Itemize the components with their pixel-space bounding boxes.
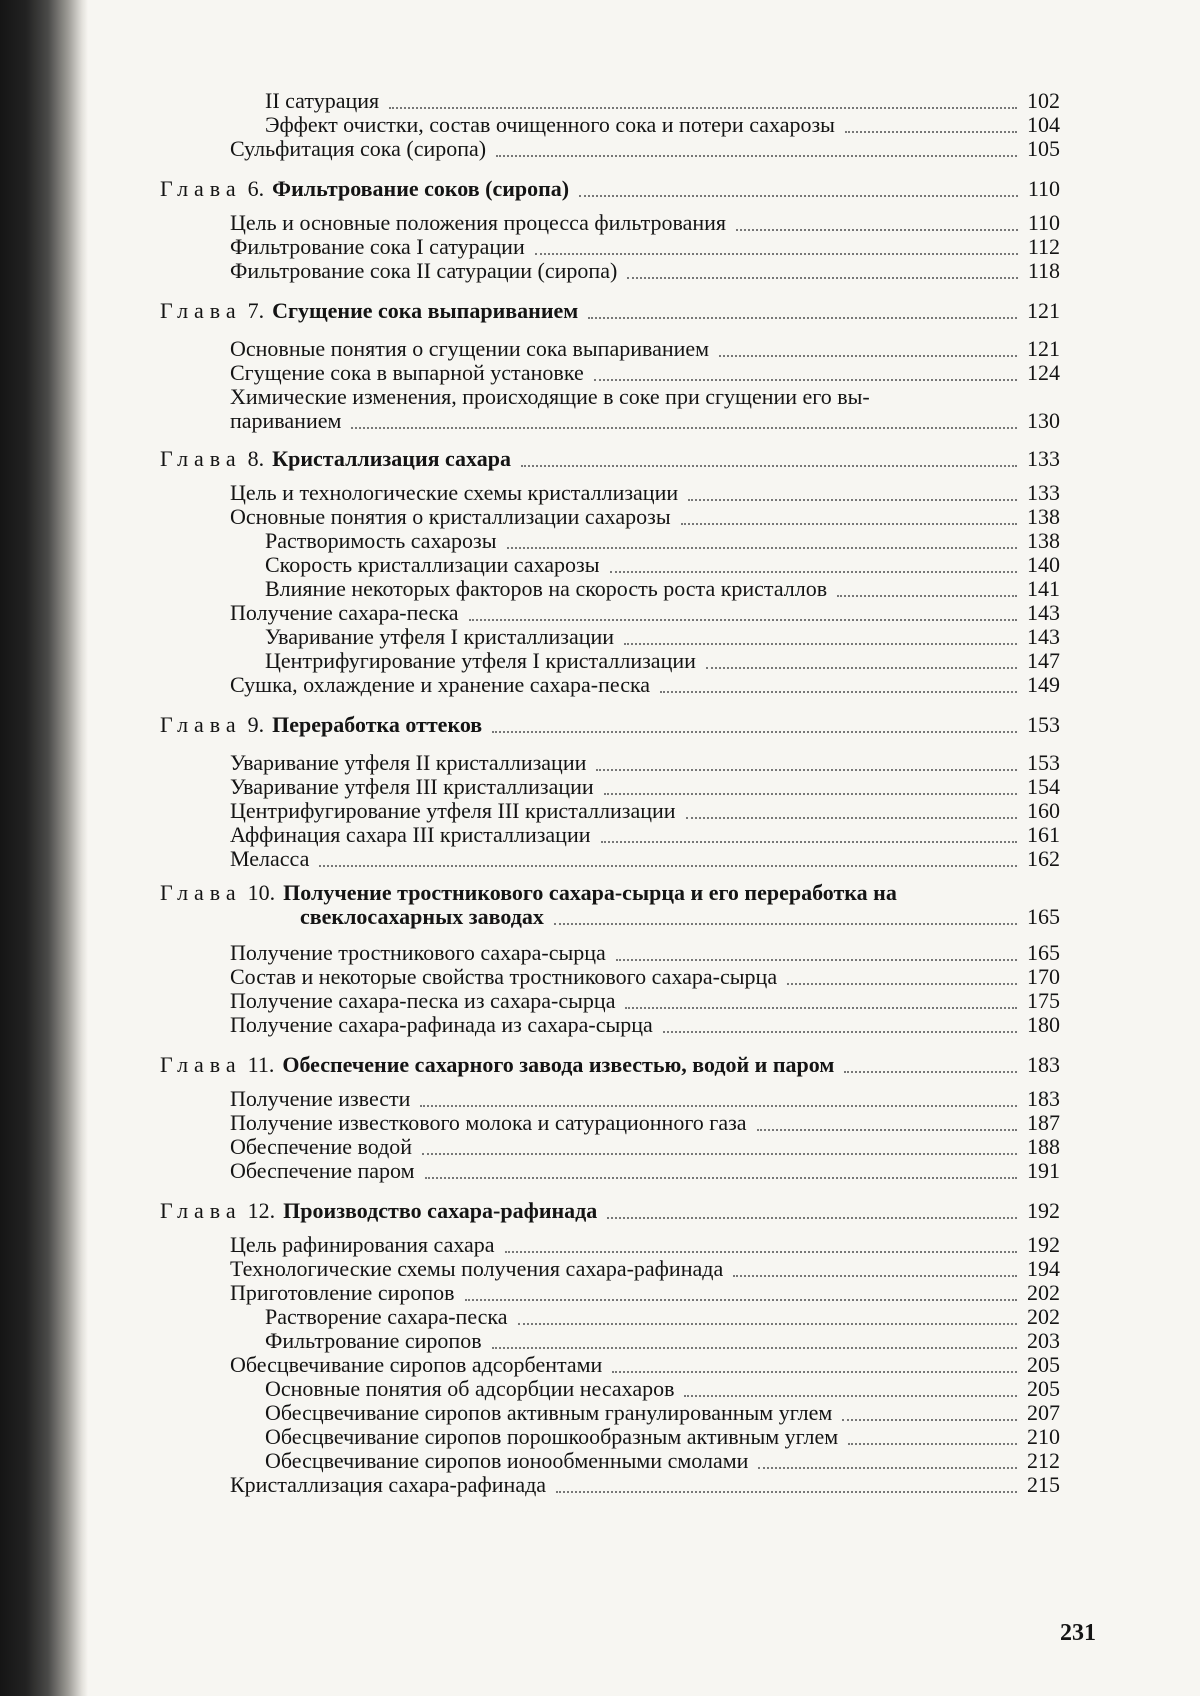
toc-section <box>230 1232 1060 1258</box>
toc-page-number: 138 <box>1027 528 1060 553</box>
toc-page-number: 205 <box>1027 1352 1060 1377</box>
leader-dots <box>757 1129 1017 1131</box>
toc-page-number: 104 <box>1027 112 1060 137</box>
toc-page-number: 194 <box>1027 1256 1060 1281</box>
toc-page-number: 180 <box>1027 1012 1060 1037</box>
toc-page-number: 141 <box>1027 576 1060 601</box>
leader-dots <box>469 619 1017 621</box>
toc-entry-text <box>160 1052 834 1077</box>
toc-page-number: 153 <box>1027 712 1060 737</box>
chapter-number: 8. <box>247 446 265 471</box>
toc-page-number: 143 <box>1027 624 1060 649</box>
toc-entry-text: Получение сахара-песка <box>230 600 459 625</box>
toc-page-number: 147 <box>1027 648 1060 673</box>
toc-entry-text: Получение сахара-рафинада из сахара-сырца <box>230 1012 653 1037</box>
toc-chapter <box>160 176 1060 202</box>
toc-page-number: 130 <box>1027 408 1060 433</box>
toc-page-number: 210 <box>1027 1424 1060 1449</box>
toc-chapter <box>160 446 1060 472</box>
toc-section <box>230 1158 1060 1184</box>
chapter-title: Переработка оттеков <box>272 712 483 737</box>
toc-section <box>265 1400 1060 1426</box>
toc-page-number: 133 <box>1027 480 1060 505</box>
toc-page-number: 192 <box>1027 1232 1060 1257</box>
toc-entry-text <box>160 176 569 201</box>
leader-dots <box>842 1419 1017 1421</box>
toc-section <box>230 504 1060 530</box>
leader-dots <box>736 229 1018 231</box>
toc-entry-text: Центрифугирование утфеля III кристаллизации <box>230 798 676 823</box>
toc-section <box>265 624 1060 650</box>
toc-entry-continuation <box>230 408 1060 434</box>
chapter-label: Глава <box>160 880 242 905</box>
toc-entry-text: Приготовление сиропов <box>230 1280 455 1305</box>
leader-dots <box>507 547 1017 549</box>
toc-page-number: 187 <box>1027 1110 1060 1135</box>
toc-entry-text: Сульфитация сока (сиропа) <box>230 136 487 161</box>
toc-page-number: 183 <box>1027 1052 1060 1077</box>
chapter-number: 11. <box>247 1052 275 1077</box>
toc-page-number: 140 <box>1027 552 1060 577</box>
continuation-text: париванием <box>230 408 342 433</box>
toc-page-number: 161 <box>1027 822 1060 847</box>
leader-dots <box>389 107 1017 109</box>
toc-chapter <box>160 880 1060 906</box>
chapter-label: Глава <box>160 298 242 323</box>
chapter-title: Обеспечение сахарного завода известью, водой и паром <box>282 1052 835 1077</box>
leader-dots <box>601 841 1017 843</box>
leader-dots <box>844 1071 1017 1073</box>
toc-entry-text: Основные понятия о кристаллизации сахарозы <box>230 504 671 529</box>
toc-page-number: 188 <box>1027 1134 1060 1159</box>
toc-entry-text: Меласса <box>230 846 310 871</box>
chapter-label: Глава <box>160 1052 242 1077</box>
toc-entry-text: Обеспечение водой <box>230 1134 413 1159</box>
leader-dots <box>422 1153 1017 1155</box>
toc-page-number: 138 <box>1027 504 1060 529</box>
leader-dots <box>596 769 1017 771</box>
leader-dots <box>579 195 1018 197</box>
toc-section <box>265 1304 1060 1330</box>
toc-page-number: 207 <box>1027 1400 1060 1425</box>
leader-dots <box>425 1177 1017 1179</box>
leader-dots <box>556 1491 1017 1493</box>
toc-section <box>230 846 1060 872</box>
toc-page-number: 203 <box>1027 1328 1060 1353</box>
toc-section <box>230 822 1060 848</box>
leader-dots <box>719 355 1017 357</box>
toc-section <box>265 1376 1060 1402</box>
chapter-label: Глава <box>160 446 242 471</box>
toc-section <box>265 576 1060 602</box>
leader-dots <box>612 1371 1017 1373</box>
toc-entry-text: Цель и технологические схемы кристаллизации <box>230 480 679 505</box>
toc-section <box>230 940 1060 966</box>
toc-page-number: 212 <box>1027 1448 1060 1473</box>
toc-section <box>265 1448 1060 1474</box>
toc-section <box>230 136 1060 162</box>
toc-entry-text: Сушка, охлаждение и хранение сахара-песка <box>230 672 651 697</box>
leader-dots <box>686 817 1017 819</box>
toc-section <box>230 384 1060 410</box>
toc-entry-text <box>160 1198 597 1223</box>
toc-entry-continuation <box>300 904 1060 930</box>
leader-dots <box>604 793 1017 795</box>
toc-entry-text: Скорость кристаллизации сахарозы <box>265 552 600 577</box>
toc-entry-text: Получение известкового молока и сатурационного газа <box>230 1110 747 1135</box>
toc-section <box>230 1012 1060 1038</box>
toc-page-number: 165 <box>1027 904 1060 929</box>
toc-entry-text: Уваривание утфеля I кристаллизации <box>265 624 615 649</box>
toc-entry-text: Фильтрование сиропов <box>265 1328 482 1353</box>
leader-dots <box>351 427 1017 429</box>
leader-dots <box>787 983 1017 985</box>
chapter-label: Глава <box>160 1198 242 1223</box>
toc-entry-text: Сгущение сока в выпарной установке <box>230 360 584 385</box>
leader-dots <box>319 865 1017 867</box>
leader-dots <box>496 155 1017 157</box>
toc-section <box>230 1110 1060 1136</box>
toc-page-number: 175 <box>1027 988 1060 1013</box>
toc-entry-text: Растворение сахара-песка <box>265 1304 508 1329</box>
leader-dots <box>706 667 1017 669</box>
toc-page-number: 105 <box>1027 136 1060 161</box>
toc-section <box>230 1280 1060 1306</box>
toc-section <box>230 210 1060 236</box>
chapter-title: Получение тростникового сахара-сырца и его переработка на <box>283 880 897 905</box>
toc-section <box>265 552 1060 578</box>
leader-dots <box>624 643 1017 645</box>
toc-entry-text <box>160 298 578 323</box>
leader-dots <box>492 731 1017 733</box>
toc-section <box>230 1352 1060 1378</box>
toc-page-number: 112 <box>1027 234 1060 259</box>
toc-section <box>230 1086 1060 1112</box>
toc-section <box>265 528 1060 554</box>
toc-entry-text: Уваривание утфеля II кристаллизации <box>230 750 587 775</box>
page-number: 231 <box>1060 1620 1096 1646</box>
toc-entry-text: Химические изменения, происходящие в соке при сгущении его вы- <box>230 384 870 409</box>
continuation-text: свеклосахарных заводах <box>300 904 544 929</box>
chapter-title: Фильтрование соков (сиропа) <box>272 176 570 201</box>
leader-dots <box>505 1251 1017 1253</box>
toc-entry-text: Основные понятия о сгущении сока выпариванием <box>230 336 710 361</box>
toc-page-number: 205 <box>1027 1376 1060 1401</box>
toc-section <box>230 1472 1060 1498</box>
toc-section <box>230 480 1060 506</box>
toc-page-number: 110 <box>1027 210 1060 235</box>
leader-dots <box>588 317 1017 319</box>
chapter-number: 12. <box>247 1198 276 1223</box>
toc-section <box>265 648 1060 674</box>
chapter-number: 9. <box>247 712 265 737</box>
leader-dots <box>625 1007 1017 1009</box>
toc-section <box>230 1256 1060 1282</box>
chapter-title: Сгущение сока выпариванием <box>272 298 579 323</box>
toc-entry-text: Получение извести <box>230 1086 411 1111</box>
toc-page-number: 149 <box>1027 672 1060 697</box>
toc-entry-text: Обесцвечивание сиропов адсорбентами <box>230 1352 603 1377</box>
toc-entry-text: II сатурация <box>265 88 380 113</box>
toc-page-number: 121 <box>1027 298 1060 323</box>
chapter-label: Глава <box>160 712 242 737</box>
chapter-number: 6. <box>247 176 265 201</box>
leader-dots <box>837 595 1017 597</box>
toc-entry-text: Растворимость сахарозы <box>265 528 497 553</box>
toc-section <box>230 360 1060 386</box>
leader-dots <box>610 571 1017 573</box>
toc-entry-text: Влияние некоторых факторов на скорость роста кристаллов <box>265 576 828 601</box>
leader-dots <box>607 1217 1017 1219</box>
toc-entry-text: Обеспечение паром <box>230 1158 415 1183</box>
toc-section <box>230 234 1060 260</box>
leader-dots <box>554 923 1017 925</box>
toc-section <box>230 750 1060 776</box>
toc-entry-text <box>160 446 511 471</box>
leader-dots <box>492 1347 1017 1349</box>
chapter-number: 10. <box>247 880 276 905</box>
leader-dots <box>684 1395 1017 1397</box>
leader-dots <box>681 523 1017 525</box>
toc-section <box>230 988 1060 1014</box>
toc-entry-text: Получение тростникового сахара-сырца <box>230 940 606 965</box>
leader-dots <box>660 691 1017 693</box>
toc-page-number: 110 <box>1027 176 1060 201</box>
toc-entry-text: Аффинация сахара III кристаллизации <box>230 822 591 847</box>
toc-page-number: 153 <box>1027 750 1060 775</box>
toc-entry-text: Основные понятия об адсорбции несахаров <box>265 1376 675 1401</box>
toc-page-number: 183 <box>1027 1086 1060 1111</box>
toc-section <box>265 112 1060 138</box>
toc-page-number: 162 <box>1027 846 1060 871</box>
toc-section <box>230 774 1060 800</box>
leader-dots <box>733 1275 1017 1277</box>
toc-entry-text: Получение сахара-песка из сахара-сырца <box>230 988 616 1013</box>
toc-page-number: 143 <box>1027 600 1060 625</box>
toc-page-number: 160 <box>1027 798 1060 823</box>
toc-page-number: 102 <box>1027 88 1060 113</box>
toc-page-number: 154 <box>1027 774 1060 799</box>
chapter-label: Глава <box>160 176 242 201</box>
toc-page-number: 165 <box>1027 940 1060 965</box>
toc-section <box>230 600 1060 626</box>
leader-dots <box>535 253 1018 255</box>
leader-dots <box>758 1467 1017 1469</box>
toc-page-number: 133 <box>1027 446 1060 471</box>
chapter-title: Кристаллизация сахара <box>272 446 512 471</box>
toc-entry-text: Обесцвечивание сиропов активным гранулированным углем <box>265 1400 833 1425</box>
leader-dots <box>521 465 1017 467</box>
leader-dots <box>594 379 1017 381</box>
toc-page-number: 215 <box>1027 1472 1060 1497</box>
toc-chapter <box>160 1198 1060 1224</box>
toc-entry-text: Кристаллизация сахара-рафинада <box>230 1472 547 1497</box>
leader-dots <box>518 1323 1017 1325</box>
toc-section <box>230 964 1060 990</box>
toc-entry-text: Фильтрование сока II сатурации (сиропа) <box>230 258 618 283</box>
toc-page-number: 202 <box>1027 1280 1060 1305</box>
toc-section <box>230 798 1060 824</box>
leader-dots <box>627 277 1018 279</box>
toc-entry-text: Эффект очистки, состав очищенного сока и потери сахарозы <box>265 112 835 137</box>
toc-section <box>230 258 1060 284</box>
toc-chapter <box>160 298 1060 324</box>
toc-page-number: 202 <box>1027 1304 1060 1329</box>
toc-section <box>265 1328 1060 1354</box>
toc-entry-text: Центрифугирование утфеля I кристаллизации <box>265 648 696 673</box>
toc-section <box>265 1424 1060 1450</box>
toc-page-number: 192 <box>1027 1198 1060 1223</box>
leader-dots <box>616 959 1017 961</box>
toc-section <box>230 336 1060 362</box>
toc-entry-text: Уваривание утфеля III кристаллизации <box>230 774 594 799</box>
leader-dots <box>420 1105 1017 1107</box>
toc-entry-text: Технологические схемы получения сахара-рафинада <box>230 1256 724 1281</box>
toc-entry-text <box>160 712 482 737</box>
leader-dots <box>663 1031 1017 1033</box>
chapter-number: 7. <box>247 298 265 323</box>
toc-section <box>230 672 1060 698</box>
leader-dots <box>848 1443 1017 1445</box>
chapter-title: Производство сахара-рафинада <box>283 1198 598 1223</box>
toc-section <box>265 88 1060 114</box>
toc-section <box>230 1134 1060 1160</box>
toc-page-number: 124 <box>1027 360 1060 385</box>
toc-entry-text: Фильтрование сока I сатурации <box>230 234 525 259</box>
toc-page-number: 118 <box>1027 258 1060 283</box>
leader-dots <box>688 499 1017 501</box>
leader-dots <box>465 1299 1017 1301</box>
toc-entry-text: Обесцвечивание сиропов порошкообразным активным углем <box>265 1424 839 1449</box>
toc-chapter <box>160 712 1060 738</box>
toc-chapter <box>160 1052 1060 1078</box>
toc-entry-text: Цель рафинирования сахара <box>230 1232 495 1257</box>
toc-entry-text: Обесцвечивание сиропов ионообменными смолами <box>265 1448 749 1473</box>
toc-entry-text: Состав и некоторые свойства тростникового сахара-сырца <box>230 964 778 989</box>
toc-entry-text: Цель и основные положения процесса фильтрования <box>230 210 727 235</box>
leader-dots <box>845 131 1017 133</box>
toc-entry-text <box>160 880 897 905</box>
toc-page-number: 121 <box>1027 336 1060 361</box>
toc-page-number: 170 <box>1027 964 1060 989</box>
toc-page-number: 191 <box>1027 1158 1060 1183</box>
